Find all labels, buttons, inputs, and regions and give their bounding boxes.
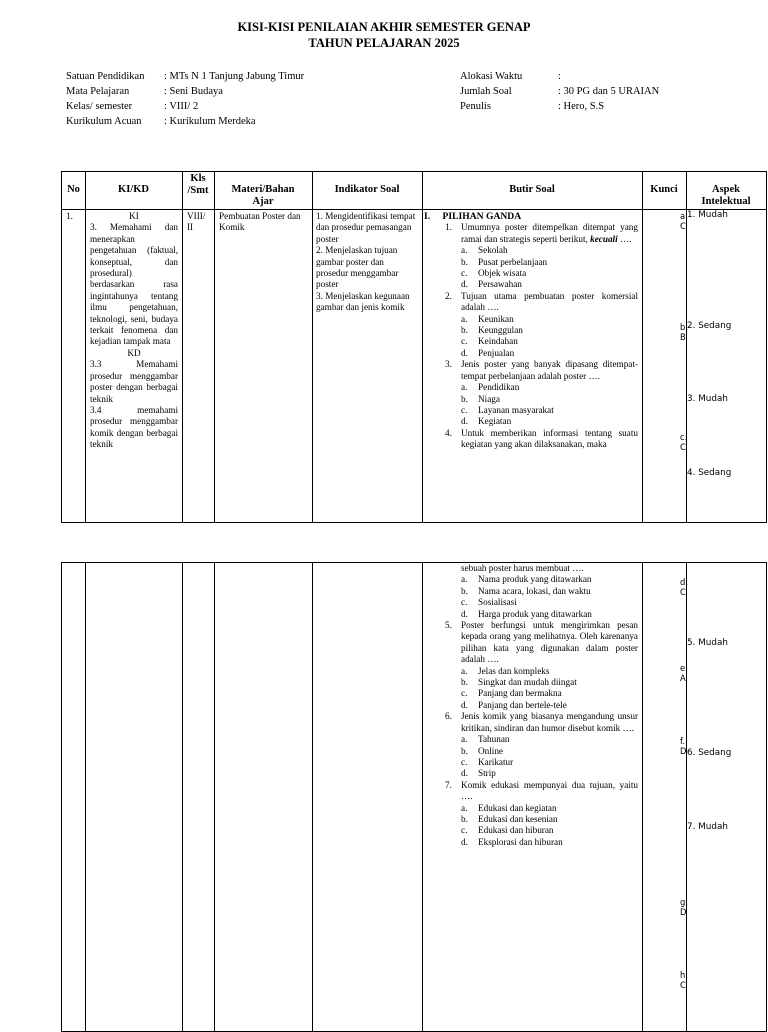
question-number: 4. (445, 427, 452, 438)
header-aspek (686, 184, 766, 208)
column-divider (642, 563, 643, 1031)
question-item-continued (424, 563, 638, 620)
answer-option (461, 757, 638, 768)
option-text: Panjang dan bermakna (478, 688, 562, 699)
question-number: 2. (445, 290, 452, 301)
option-letter: a. (461, 665, 468, 676)
kunci-entry: a. C (680, 211, 688, 231)
meta-row (66, 99, 304, 114)
option-text: Jelas dan kompleks (478, 665, 550, 676)
option-text: Eksplorasi dan hiburan (478, 836, 563, 847)
materi-cell: Pembuatan Poster dan Komik (219, 211, 301, 233)
answer-option (461, 734, 638, 745)
question-item (424, 780, 638, 848)
answer-option (461, 325, 638, 336)
indikator-3: 3. Menjelaskan kegunaan gambar dan jenis komik (316, 290, 410, 313)
header-aspek-line1: Aspek (711, 184, 740, 195)
answer-option (461, 257, 638, 268)
option-text: Objek wisata (478, 268, 527, 279)
kd-title: KD (127, 347, 141, 358)
question-number: 1. (445, 222, 452, 233)
option-text: Pusat perbelanjaan (478, 256, 548, 267)
question-list (424, 563, 638, 848)
option-text: Pendidikan (478, 382, 520, 393)
answer-option (461, 382, 638, 393)
aspek-entry: 5. Mudah (687, 638, 728, 648)
column-divider (85, 563, 86, 1031)
option-text: Tahunan (478, 734, 510, 745)
option-letter: c. (461, 756, 468, 767)
header-no: No (67, 184, 80, 195)
ki-text: 3. Memahami dan menerapkan pengetahuan (faktual, konseptual, dan prosedural) berdasarkan rasa ingintahunya tentang ilmu pengetahuan, teknologi, seni, budaya terkait fenomena dan kejadian tampak mata (90, 222, 178, 347)
column-divider (422, 172, 423, 522)
ki-title: KI (129, 211, 139, 221)
column-divider (182, 172, 183, 522)
answer-option (461, 279, 638, 290)
kunci-entry: c. C (680, 432, 688, 452)
meta-row (66, 84, 304, 99)
answer-option (461, 314, 638, 325)
kunci-entry: e. A (680, 663, 688, 683)
meta-value: : 30 PG dan 5 URAIAN (558, 86, 660, 97)
question-emphasis: kecuali (590, 233, 618, 244)
option-letter: b. (461, 256, 468, 267)
option-letter: b. (461, 813, 468, 824)
option-list (461, 245, 638, 291)
question-stem: Jenis komik yang biasanya mengandung unsur kritikan, sindiran dan humor disebut komik …. (461, 711, 638, 733)
kisi-table-page-2 (61, 562, 767, 1032)
question-stem: Komik edukasi mempunyai dua tujuan, yaitu …. (461, 779, 638, 802)
aspek-entry: 6. Sedang (687, 748, 732, 758)
column-divider (312, 563, 313, 1031)
option-letter: a. (461, 382, 468, 393)
kd-3-4: 3.4 memahami prosedur menggambar komik dengan berbagai teknik (90, 404, 178, 450)
document-subtitle: TAHUN PELAJARAN 2025 (308, 36, 460, 50)
option-list (461, 382, 638, 428)
indikator-1: 1. Mengidentifikasi tempat dan prosedur pemasangan poster (316, 211, 416, 244)
option-text: Online (478, 745, 504, 756)
meta-label: Alokasi Waktu (460, 71, 523, 82)
question-stem: Tujuan utama pembuatan poster komersial adalah …. (461, 290, 638, 313)
document-title: KISI-KISI PENILAIAN AKHIR SEMESTER GENAP (237, 20, 531, 34)
option-letter: a. (461, 734, 468, 745)
option-text: Keindahan (478, 336, 518, 347)
header-indikator: Indikator Soal (334, 184, 400, 195)
option-letter: a. (461, 245, 468, 256)
meta-value: : Kurikulum Merdeka (164, 116, 256, 127)
option-letter: b. (461, 393, 468, 404)
meta-row (66, 114, 304, 129)
question-stem-continued: sebuah poster harus membuat …. (461, 563, 584, 573)
meta-row (66, 69, 304, 84)
meta-row (460, 84, 659, 99)
meta-label: Jumlah Soal (460, 86, 512, 97)
option-text: Keunikan (478, 313, 514, 324)
kunci-entry: g. D (680, 897, 688, 917)
option-letter: c. (461, 688, 468, 699)
column-divider (182, 563, 183, 1031)
option-text: Singkat dan mudah diingat (478, 677, 577, 688)
meta-value: : VIII/ 2 (164, 101, 199, 112)
aspek-entry: 4. Sedang (687, 468, 732, 478)
question-item (424, 428, 638, 451)
option-letter: d. (461, 347, 468, 358)
option-list (461, 574, 638, 620)
header-kls-line2: /Smt (187, 185, 209, 196)
answer-option (461, 814, 638, 825)
meta-value: : MTs N 1 Tanjung Jabung Timur (164, 71, 305, 82)
aspek-entry: 2. Sedang (687, 321, 732, 331)
answer-option (461, 348, 638, 359)
answer-option (461, 405, 638, 416)
question-stem: Poster berfungsi untuk mengirimkan pesan kepada orang yang melihatnya. Oleh karenanya pilihan kata yang digunakan dalam poster adalah …. (461, 620, 638, 665)
option-text: Nama acara, lokasi, dan waktu (478, 585, 591, 596)
answer-option (461, 597, 638, 608)
option-text: Strip (478, 768, 496, 779)
meta-row (460, 99, 659, 114)
answer-option (461, 746, 638, 757)
option-list (461, 666, 638, 712)
option-letter: b. (461, 677, 468, 688)
option-text: Nama produk yang ditawarkan (478, 574, 592, 585)
answer-option (461, 586, 638, 597)
meta-label: Kurikulum Acuan (66, 116, 142, 127)
kelas-semester: VIII/ II (187, 211, 206, 233)
option-list (461, 314, 638, 360)
option-text: Sosialisasi (478, 597, 517, 608)
answer-option (461, 768, 638, 779)
meta-value: : Seni Budaya (164, 86, 223, 97)
option-letter: b. (461, 585, 468, 596)
option-letter: b. (461, 745, 468, 756)
meta-label: Penulis (460, 101, 491, 112)
column-divider (214, 172, 215, 522)
option-text: Penjualan (478, 347, 515, 358)
answer-option (461, 416, 638, 427)
header-divider (62, 209, 766, 210)
answer-option (461, 268, 638, 279)
option-text: Edukasi dan kegiatan (478, 802, 557, 813)
header-materi-line1: Materi/Bahan (231, 184, 295, 195)
meta-value: : Hero, S.S (558, 101, 605, 112)
question-stem-end: …. (617, 233, 632, 244)
question-number: 5. (445, 620, 452, 631)
answer-option (461, 700, 638, 711)
answer-option (461, 245, 638, 256)
option-letter: d. (461, 416, 468, 427)
question-item (424, 359, 638, 427)
header-materi (212, 184, 314, 208)
option-text: Persawahan (478, 279, 522, 290)
option-text: Edukasi dan hiburan (478, 825, 554, 836)
answer-option (461, 666, 638, 677)
option-text: Sekolah (478, 245, 508, 256)
answer-option (461, 688, 638, 699)
aspek-entry: 1. Mudah (687, 210, 728, 220)
meta-label: Mata Pelajaran (66, 86, 130, 97)
header-kls-line1: Kls (190, 173, 206, 184)
question-stem: Untuk memberikan informasi tentang suatu kegiatan yang akan dilaksanakan, maka (461, 427, 638, 450)
option-letter: a. (461, 802, 468, 813)
option-text: Keunggulan (478, 325, 523, 336)
option-letter: a. (461, 313, 468, 324)
header-aspek-line2: Intelektual (701, 196, 751, 207)
aspek-entry: 7. Mudah (687, 822, 728, 832)
kunci-entry: d. C (680, 577, 688, 597)
meta-right (460, 69, 659, 114)
option-text: Layanan masyarakat (478, 404, 554, 415)
answer-option (461, 825, 638, 836)
answer-option (461, 837, 638, 848)
question-stem (461, 222, 638, 245)
section-heading (424, 211, 638, 222)
answer-option (461, 336, 638, 347)
option-letter: b. (461, 325, 468, 336)
header-kls (182, 173, 214, 197)
header-butir: Butir Soal (509, 184, 555, 195)
question-number: 6. (445, 711, 452, 722)
kunci-entry: f. D (680, 736, 687, 756)
column-divider (642, 172, 643, 522)
question-number: 3. (445, 359, 452, 370)
option-letter: c. (461, 268, 468, 279)
option-letter: d. (461, 608, 468, 619)
header-kunci: Kunci (650, 184, 678, 195)
answer-option (461, 394, 638, 405)
option-letter: c. (461, 825, 468, 836)
option-list (461, 734, 638, 780)
header-materi-line2: Ajar (252, 196, 274, 207)
answer-option (461, 574, 638, 585)
kunci-entry: b. B (680, 322, 688, 342)
column-divider (686, 563, 687, 1031)
question-item (424, 291, 638, 359)
section-number: I. (424, 211, 431, 222)
column-divider (85, 172, 86, 522)
column-divider (312, 172, 313, 522)
option-letter: d. (461, 836, 468, 847)
option-letter: a. (461, 574, 468, 585)
option-text: Panjang dan bertele-tele (478, 699, 567, 710)
meta-label: Satuan Pendidikan (66, 71, 145, 82)
kd-3-3: 3.3 Memahami prosedur menggambar poster dengan berbagai teknik (90, 359, 178, 404)
option-letter: d. (461, 699, 468, 710)
option-letter: c. (461, 597, 468, 608)
option-letter: c. (461, 336, 468, 347)
option-text: Karikatur (478, 756, 514, 767)
meta-row (460, 69, 659, 84)
option-text: Harga produk yang ditawarkan (478, 608, 592, 619)
butir-cell (424, 211, 638, 451)
meta-left (66, 69, 304, 129)
option-list (461, 803, 638, 849)
question-item (424, 711, 638, 779)
option-letter: d. (461, 768, 468, 779)
header-kikd: KI/KD (118, 184, 149, 195)
option-text: Kegiatan (478, 416, 512, 427)
indikator-cell (316, 211, 418, 314)
column-divider (214, 563, 215, 1031)
kikd-cell (90, 211, 178, 451)
question-stem: Jenis poster yang banyak dipasang ditempat-tempat perbelanjaan adalah poster …. (461, 359, 638, 381)
indikator-2: 2. Menjelaskan tujuan gambar poster dan prosedur menggambar poster (316, 245, 399, 290)
question-item (424, 222, 638, 290)
answer-option (461, 677, 638, 688)
section-title: PILIHAN GANDA (442, 211, 522, 222)
aspek-entry: 3. Mudah (687, 394, 728, 404)
option-text: Niaga (478, 393, 500, 404)
meta-label: Kelas/ semester (66, 101, 133, 112)
answer-option (461, 609, 638, 620)
question-stem-text: Umumnya poster ditempelkan ditempat yang ramai dan strategis seperti berikut, (461, 222, 638, 244)
question-list (424, 222, 638, 450)
kisi-table-page-1 (61, 171, 767, 523)
option-text: Edukasi dan kesenian (478, 813, 558, 824)
answer-option (461, 803, 638, 814)
butir-cell (424, 563, 638, 848)
question-item (424, 620, 638, 711)
question-number: 7. (445, 779, 452, 790)
kunci-entry: h. C (680, 970, 688, 990)
meta-value: : (558, 71, 561, 82)
option-letter: c. (461, 404, 468, 415)
option-letter: d. (461, 279, 468, 290)
row-number: 1. (66, 211, 73, 221)
column-divider (422, 563, 423, 1031)
